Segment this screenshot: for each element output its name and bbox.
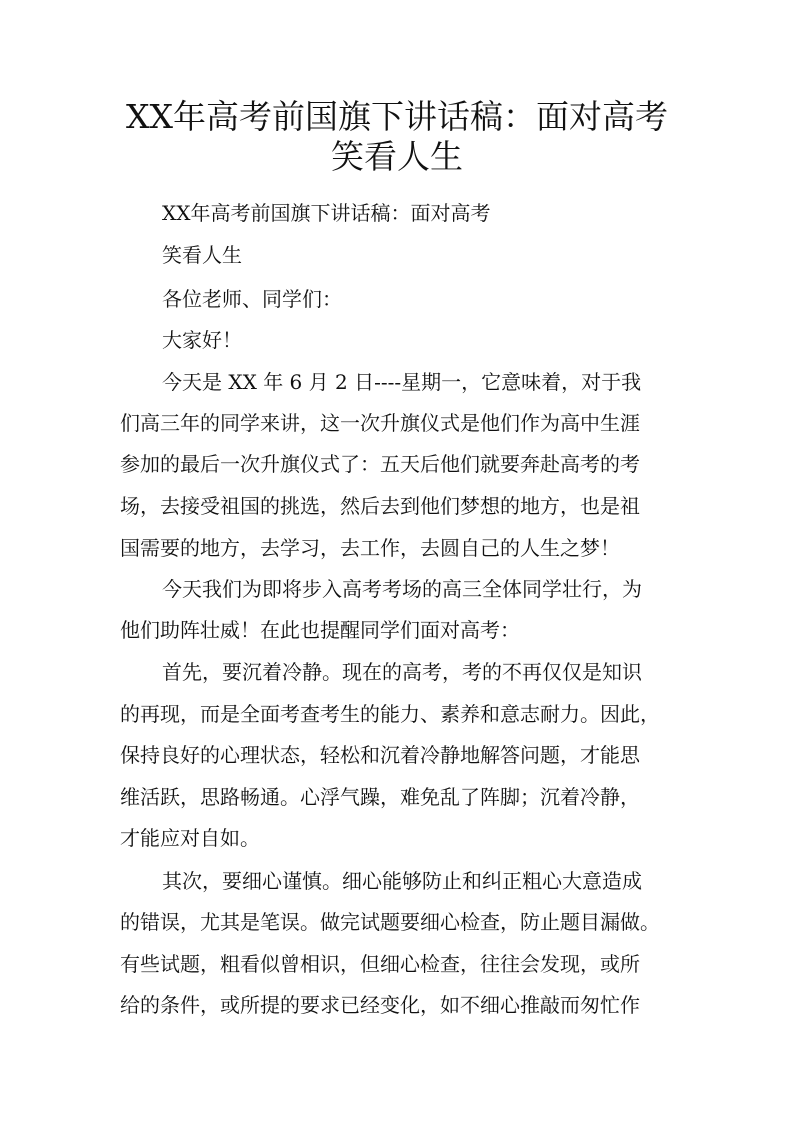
paragraph-2-line-2: 他们助阵壮威！在此也提醒同学们面对高考： — [120, 618, 520, 642]
paragraph-2-line-1: 今天我们为即将步入高考考场的高三全体同学壮行，为 — [162, 577, 642, 601]
paragraph-1-line-2: 们高三年的同学来讲，这一次升旗仪式是他们作为高中生涯 — [120, 411, 640, 435]
paragraph-1-line-5: 国需要的地方，去学习，去工作，去圆自己的人生之梦！ — [120, 536, 620, 560]
paragraph-4-line-4: 给的条件，或所提的要求已经变化，如不细心推敲而匆忙作 — [120, 993, 640, 1017]
paragraph-1-line-4: 场，去接受祖国的挑选，然后去到他们梦想的地方，也是祖 — [120, 494, 640, 518]
hello-line: 大家好！ — [162, 328, 242, 352]
greeting-line: 各位老师、同学们： — [162, 287, 342, 311]
document-title-line-2: 笑看人生 — [331, 137, 463, 176]
paragraph-4-line-2: 的错误，尤其是笔误。做完试题要细心检查，防止题目漏做。 — [120, 910, 660, 934]
paragraph-1-line-3: 参加的最后一次升旗仪式了：五天后他们就要奔赴高考的考 — [120, 452, 640, 476]
paragraph-3-line-5: 才能应对自如。 — [120, 826, 260, 850]
subtitle-line-2: 笑看人生 — [162, 243, 242, 267]
paragraph-3-line-1: 首先，要沉着冷静。现在的高考，考的不再仅仅是知识 — [162, 660, 642, 684]
paragraph-3-line-4: 维活跃，思路畅通。心浮气躁，难免乱了阵脚；沉着冷静， — [120, 785, 640, 809]
subtitle-line-1: XX年高考前国旗下讲话稿：面对高考 — [162, 201, 491, 225]
paragraph-1-line-1: 今天是 XX 年 6 月 2 日----星期一，它意味着，对于我 — [162, 370, 642, 394]
document-title-line-1: XX年高考前国旗下讲话稿：面对高考 — [126, 97, 668, 136]
paragraph-4-line-1: 其次，要细心谨慎。细心能够防止和纠正粗心大意造成 — [162, 869, 642, 893]
paragraph-3-line-3: 保持良好的心理状态，轻松和沉着冷静地解答问题，才能思 — [120, 743, 640, 767]
paragraph-4-line-3: 有些试题，粗看似曾相识，但细心检查，往往会发现，或所 — [120, 952, 640, 976]
paragraph-3-line-2: 的再现，而是全面考查考生的能力、素养和意志耐力。因此， — [120, 702, 660, 726]
